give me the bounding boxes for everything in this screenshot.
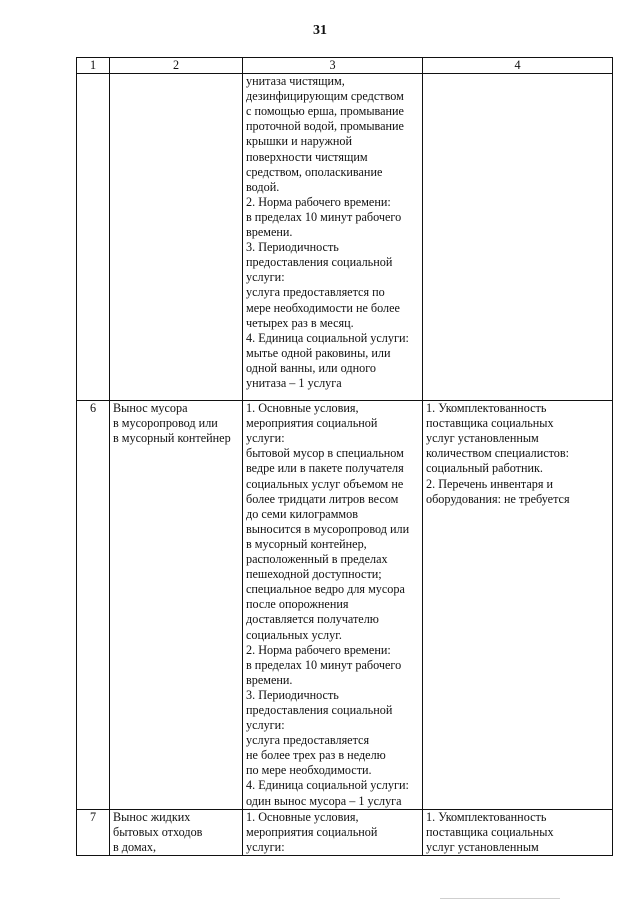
table-header-row: [77, 58, 613, 74]
cell-description: [243, 401, 423, 810]
cell-text-line: Вынос жидких: [113, 809, 191, 824]
cell-text-line: в мусоропровод или: [113, 416, 218, 431]
cell-text-line: услуги:: [246, 270, 285, 285]
cell-description: [243, 809, 423, 855]
cell-text-line: услуги:: [246, 839, 285, 854]
cell-text-line: в пределах 10 минут рабочего: [246, 209, 402, 224]
cell-text-line: 3. Периодичность: [246, 240, 339, 255]
table-row-6: [77, 401, 613, 810]
cell-text-line: проточной водой, промывание: [246, 119, 404, 134]
cell-text-line: не более трех раз в неделю: [246, 748, 386, 763]
cell-text-line: бытовой мусор в специальном: [246, 446, 404, 461]
cell-text-line: услуг установленным: [426, 839, 539, 854]
cell-text-line: по мере необходимости.: [246, 763, 372, 778]
page-number: 31: [313, 23, 327, 38]
cell-text-line: средством, ополаскивание: [246, 164, 383, 179]
cell-text-line: услуги:: [246, 431, 285, 446]
cell-text-line: унитаза чистящим,: [246, 74, 345, 89]
cell-text-line: предоставления социальной: [246, 702, 393, 717]
cell-text-line: времени.: [246, 672, 293, 687]
cell-text-line: мере необходимости не более: [246, 300, 400, 315]
cell-text-line: с помощью ерша, промывание: [246, 104, 404, 119]
cell-text-line: ведре или в пакете получателя: [246, 461, 404, 476]
table-row-continuation: [77, 74, 613, 401]
cell-service-name: [110, 401, 243, 810]
cell-requirements: [423, 401, 613, 810]
cell-text-line: поставщика социальных: [426, 824, 554, 839]
cell-text-line: после опорожнения: [246, 597, 349, 612]
services-table: [76, 57, 613, 856]
cell-text-line: 1. Укомплектованность: [426, 401, 547, 416]
cell-number: 7: [77, 809, 110, 855]
cell-text-line: услуг установленным: [426, 431, 539, 446]
cell-text-line: поверхности чистящим: [246, 149, 368, 164]
cell-number: [77, 74, 110, 401]
cell-text-line: социальных услуг объемом не: [246, 476, 404, 491]
header-col-2: 2: [110, 58, 243, 74]
cell-text-line: 2. Норма рабочего времени:: [246, 194, 391, 209]
header-col-1: 1: [77, 58, 110, 74]
cell-text-line: предоставления социальной: [246, 255, 393, 270]
cell-requirements: [423, 74, 613, 401]
cell-text-line: выносится в мусоропровод или: [246, 521, 410, 536]
cell-text-line: мероприятия социальной: [246, 824, 378, 839]
header-col-4: 4: [423, 58, 613, 74]
cell-text-line: доставляется получателю: [246, 612, 379, 627]
cell-text-line: дезинфицирующим средством: [246, 89, 404, 104]
cell-text-line: поставщика социальных: [426, 416, 554, 431]
cell-text-line: крышки и наружной: [246, 134, 353, 149]
cell-text-line: 1. Основные условия,: [246, 401, 359, 416]
cell-text-line: 2. Перечень инвентаря и: [426, 476, 554, 491]
cell-text-line: 2. Норма рабочего времени:: [246, 642, 391, 657]
cell-service-name: [110, 74, 243, 401]
cell-text-line: более тридцати литров весом: [246, 491, 399, 506]
cell-text-line: расположенный в пределах: [246, 552, 388, 567]
cell-text-line: бытовых отходов: [113, 824, 203, 839]
cell-text-line: 3. Периодичность: [246, 687, 339, 702]
cell-text-line: пешеходной доступности;: [246, 567, 382, 582]
cell-text-line: 4. Единица социальной услуги:: [246, 330, 409, 345]
cell-service-name: [110, 809, 243, 855]
cell-text-line: один вынос мусора – 1 услуга: [246, 793, 402, 808]
cell-text-line: четырех раз в месяц.: [246, 315, 354, 330]
header-col-3: 3: [243, 58, 423, 74]
cell-text-line: мытье одной раковины, или: [246, 345, 391, 360]
cell-text-line: услуга предоставляется по: [246, 285, 385, 300]
cell-text-line: в домах,: [113, 839, 157, 854]
cell-text-line: времени.: [246, 225, 293, 240]
cell-text-line: оборудования: не требуется: [426, 491, 570, 506]
cell-text-line: 4. Единица социальной услуги:: [246, 778, 409, 793]
cell-text-line: унитаза – 1 услуга: [246, 375, 342, 390]
cell-description: [243, 74, 423, 401]
cell-text-line: социальных услуг.: [246, 627, 342, 642]
cell-text-line: одной ванны, или одного: [246, 360, 376, 375]
table-row-7: [77, 809, 613, 855]
cell-text-line: в пределах 10 минут рабочего: [246, 657, 402, 672]
scan-edge-line: [440, 898, 560, 899]
cell-text-line: до семи килограммов: [246, 506, 358, 521]
cell-text-line: 1. Основные условия,: [246, 809, 359, 824]
cell-text-line: 1. Укомплектованность: [426, 809, 547, 824]
cell-text-line: водой.: [246, 179, 280, 194]
cell-text-line: мероприятия социальной: [246, 416, 378, 431]
cell-requirements: [423, 809, 613, 855]
cell-number: 6: [77, 401, 110, 810]
cell-text-line: специальное ведро для мусора: [246, 582, 405, 597]
cell-text-line: количеством специалистов:: [426, 446, 570, 461]
cell-text-line: в мусорный контейнер: [113, 431, 231, 446]
cell-text-line: социальный работник.: [426, 461, 543, 476]
cell-text-line: в мусорный контейнер,: [246, 536, 367, 551]
cell-text-line: услуги:: [246, 718, 285, 733]
cell-text-line: услуга предоставляется: [246, 733, 370, 748]
cell-text-line: Вынос мусора: [113, 401, 188, 416]
